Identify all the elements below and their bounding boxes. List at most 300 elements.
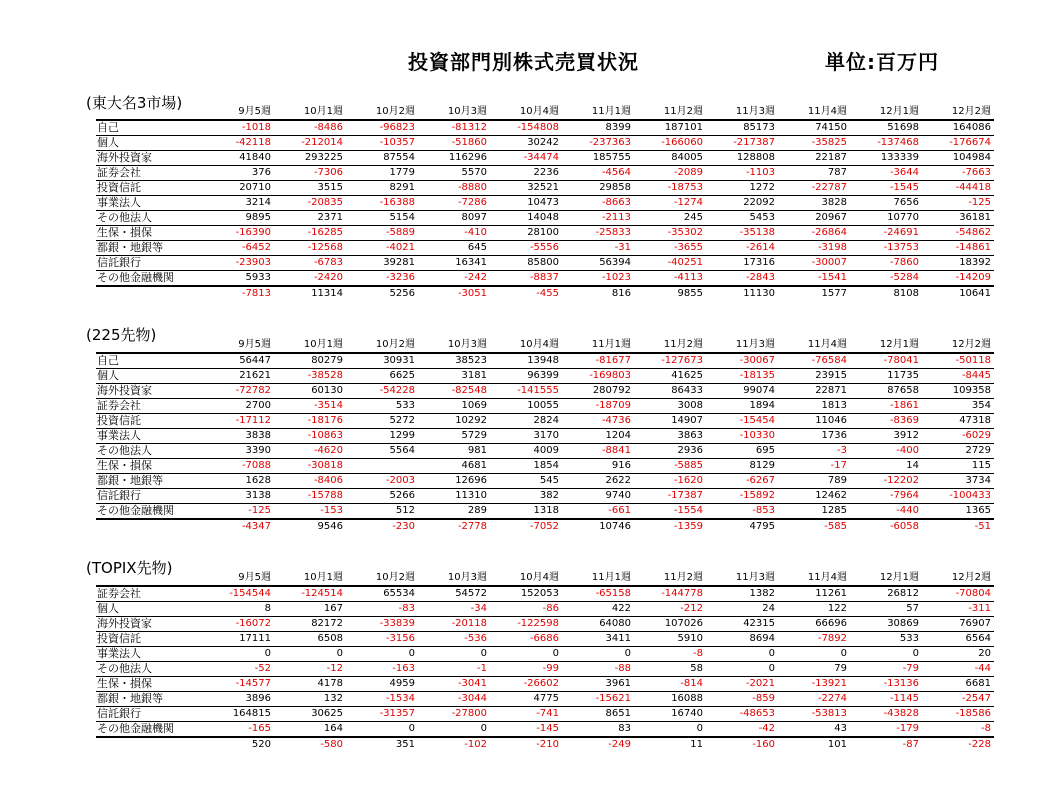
value-cell: -154544 bbox=[202, 586, 274, 602]
value-cell: 4775 bbox=[490, 692, 562, 707]
value-cell: 1813 bbox=[778, 399, 850, 414]
value-cell: -3514 bbox=[274, 399, 346, 414]
value-cell: -53813 bbox=[778, 707, 850, 722]
value-cell: -42 bbox=[706, 722, 778, 738]
value-cell: 167 bbox=[274, 602, 346, 617]
table-row bbox=[96, 211, 994, 226]
value-cell: 1365 bbox=[922, 504, 994, 520]
value-cell: 133339 bbox=[850, 151, 922, 166]
table-row bbox=[96, 504, 994, 520]
value-cell: -15454 bbox=[706, 414, 778, 429]
value-cell: 0 bbox=[706, 662, 778, 677]
value-cell: -2274 bbox=[778, 692, 850, 707]
value-cell: -7088 bbox=[202, 459, 274, 474]
total-row bbox=[96, 519, 994, 534]
value-cell: 5453 bbox=[706, 211, 778, 226]
row-label: 証券会社 bbox=[96, 586, 202, 602]
value-cell: -311 bbox=[922, 602, 994, 617]
value-cell: -2614 bbox=[706, 241, 778, 256]
value-cell: 14048 bbox=[490, 211, 562, 226]
value-cell: 21621 bbox=[202, 369, 274, 384]
table-row bbox=[96, 353, 994, 369]
value-cell: -14577 bbox=[202, 677, 274, 692]
value-cell: 7656 bbox=[850, 196, 922, 211]
table-row bbox=[96, 489, 994, 504]
value-cell: -8 bbox=[922, 722, 994, 738]
value-cell: -8880 bbox=[418, 181, 490, 196]
total-cell: 11 bbox=[690, 739, 703, 750]
value-cell: -30818 bbox=[274, 459, 346, 474]
section-title: (東大名3市場) bbox=[86, 94, 183, 112]
value-cell: -4564 bbox=[562, 166, 634, 181]
value-cell: 87658 bbox=[850, 384, 922, 399]
value-cell: 152053 bbox=[490, 586, 562, 602]
total-cell: -87 bbox=[902, 739, 919, 750]
value-cell: -2420 bbox=[274, 271, 346, 287]
value-cell: 2236 bbox=[490, 166, 562, 181]
value-cell: 64080 bbox=[562, 617, 634, 632]
total-cell: -7813 bbox=[241, 288, 271, 299]
value-cell: -163 bbox=[346, 662, 418, 677]
value-cell: 10770 bbox=[850, 211, 922, 226]
value-cell: 14907 bbox=[634, 414, 706, 429]
value-cell: -42118 bbox=[202, 136, 274, 151]
value-cell: -96823 bbox=[346, 120, 418, 136]
value-cell: -3236 bbox=[346, 271, 418, 287]
period-header: 10月3週 bbox=[447, 106, 487, 117]
value-cell: -6783 bbox=[274, 256, 346, 271]
total-cell: -230 bbox=[392, 521, 415, 532]
period-header: 12月1週 bbox=[879, 106, 919, 117]
value-cell: 981 bbox=[418, 444, 490, 459]
value-cell: 422 bbox=[562, 602, 634, 617]
value-cell: -153 bbox=[274, 504, 346, 520]
table-row bbox=[96, 256, 994, 271]
period-header: 11月4週 bbox=[807, 106, 847, 117]
table-row bbox=[96, 647, 994, 662]
value-cell: -8445 bbox=[922, 369, 994, 384]
total-cell: 4795 bbox=[749, 521, 775, 532]
value-cell: 41625 bbox=[634, 369, 706, 384]
period-header: 11月2週 bbox=[663, 106, 703, 117]
value-cell: 1628 bbox=[202, 474, 274, 489]
header-row bbox=[96, 338, 994, 353]
value-cell: 85173 bbox=[706, 120, 778, 136]
value-cell: 128808 bbox=[706, 151, 778, 166]
value-cell: 30242 bbox=[490, 136, 562, 151]
period-header: 12月1週 bbox=[879, 572, 919, 583]
value-cell: -13136 bbox=[850, 677, 922, 692]
value-cell: 16740 bbox=[634, 707, 706, 722]
value-cell: 6508 bbox=[274, 632, 346, 647]
table-row bbox=[96, 384, 994, 399]
value-cell: 87554 bbox=[346, 151, 418, 166]
value-cell: -2113 bbox=[562, 211, 634, 226]
value-cell: 3214 bbox=[202, 196, 274, 211]
table-row bbox=[96, 617, 994, 632]
value-cell: 187101 bbox=[634, 120, 706, 136]
value-cell: -35825 bbox=[778, 136, 850, 151]
value-cell: -859 bbox=[706, 692, 778, 707]
row-label: 信託銀行 bbox=[96, 489, 202, 504]
header-blank bbox=[96, 571, 202, 586]
value-cell: -2547 bbox=[922, 692, 994, 707]
value-cell: 66696 bbox=[778, 617, 850, 632]
value-cell: 8 bbox=[202, 602, 274, 617]
value-cell: -82548 bbox=[418, 384, 490, 399]
value-cell: -4113 bbox=[634, 271, 706, 287]
value-cell: 84005 bbox=[634, 151, 706, 166]
value-cell: -81312 bbox=[418, 120, 490, 136]
value-cell: -853 bbox=[706, 504, 778, 520]
value-cell: 1272 bbox=[706, 181, 778, 196]
value-cell: -76584 bbox=[778, 353, 850, 369]
table-row bbox=[96, 602, 994, 617]
section-title: (TOPIX先物) bbox=[86, 559, 173, 577]
total-cell: 816 bbox=[611, 288, 631, 299]
total-cell: -2778 bbox=[457, 521, 487, 532]
value-cell: 60130 bbox=[274, 384, 346, 399]
row-label: 自己 bbox=[96, 353, 202, 369]
value-cell: -24691 bbox=[850, 226, 922, 241]
value-cell: -35302 bbox=[634, 226, 706, 241]
table-row bbox=[96, 166, 994, 181]
table-row bbox=[96, 120, 994, 136]
value-cell: -22787 bbox=[778, 181, 850, 196]
value-cell: 545 bbox=[490, 474, 562, 489]
row-label: 個人 bbox=[96, 136, 202, 151]
value-cell: -7306 bbox=[274, 166, 346, 181]
period-header: 11月3週 bbox=[735, 106, 775, 117]
value-cell: 107026 bbox=[634, 617, 706, 632]
header-blank bbox=[96, 338, 202, 353]
total-cell: -210 bbox=[536, 739, 559, 750]
value-cell: -741 bbox=[490, 707, 562, 722]
section-title: (225先物) bbox=[86, 326, 157, 344]
header-blank bbox=[96, 105, 202, 120]
value-cell: 533 bbox=[346, 399, 418, 414]
period-header: 10月2週 bbox=[375, 339, 415, 350]
value-cell: -15892 bbox=[706, 489, 778, 504]
value-cell: 43 bbox=[778, 722, 850, 738]
value-cell: 39281 bbox=[346, 256, 418, 271]
value-cell: -20835 bbox=[274, 196, 346, 211]
value-cell: 42315 bbox=[706, 617, 778, 632]
value-cell: 293225 bbox=[274, 151, 346, 166]
value-cell: -165 bbox=[202, 722, 274, 738]
value-cell: -100433 bbox=[922, 489, 994, 504]
period-header: 11月4週 bbox=[807, 572, 847, 583]
value-cell: 18392 bbox=[922, 256, 994, 271]
value-cell: 789 bbox=[778, 474, 850, 489]
value-cell: 17316 bbox=[706, 256, 778, 271]
value-cell: 30869 bbox=[850, 617, 922, 632]
value-cell: -1018 bbox=[202, 120, 274, 136]
value-cell: -8369 bbox=[850, 414, 922, 429]
value-cell: -17387 bbox=[634, 489, 706, 504]
total-cell: 10746 bbox=[599, 521, 631, 532]
table-row bbox=[96, 151, 994, 166]
value-cell: -125 bbox=[922, 196, 994, 211]
row-label: 個人 bbox=[96, 602, 202, 617]
value-cell: 32521 bbox=[490, 181, 562, 196]
value-cell: 0 bbox=[706, 647, 778, 662]
row-label: 事業法人 bbox=[96, 647, 202, 662]
table-row bbox=[96, 677, 994, 692]
total-cell: -7052 bbox=[529, 521, 559, 532]
value-cell: 86433 bbox=[634, 384, 706, 399]
value-cell: 1779 bbox=[346, 166, 418, 181]
value-cell: -8406 bbox=[274, 474, 346, 489]
value-cell: 8291 bbox=[346, 181, 418, 196]
value-cell: -18176 bbox=[274, 414, 346, 429]
value-cell: -2089 bbox=[634, 166, 706, 181]
row-label: 都銀・地銀等 bbox=[96, 474, 202, 489]
total-row bbox=[96, 737, 994, 752]
value-cell: 20710 bbox=[202, 181, 274, 196]
value-cell: -12568 bbox=[274, 241, 346, 256]
value-cell: -3156 bbox=[346, 632, 418, 647]
row-label: 信託銀行 bbox=[96, 256, 202, 271]
value-cell: -51860 bbox=[418, 136, 490, 151]
value-cell: 82172 bbox=[274, 617, 346, 632]
value-cell: 1382 bbox=[706, 586, 778, 602]
value-cell: -3655 bbox=[634, 241, 706, 256]
table-row bbox=[96, 722, 994, 738]
value-cell: -212 bbox=[634, 602, 706, 617]
value-cell: -217387 bbox=[706, 136, 778, 151]
period-header: 12月1週 bbox=[879, 339, 919, 350]
row-label: 自己 bbox=[96, 120, 202, 136]
value-cell: -83 bbox=[346, 602, 418, 617]
value-cell: -40251 bbox=[634, 256, 706, 271]
value-cell: 3138 bbox=[202, 489, 274, 504]
table-row bbox=[96, 414, 994, 429]
total-cell: 520 bbox=[251, 739, 271, 750]
value-cell: 20 bbox=[922, 647, 994, 662]
table-row bbox=[96, 136, 994, 151]
value-cell: -1545 bbox=[850, 181, 922, 196]
value-cell: -6452 bbox=[202, 241, 274, 256]
value-cell: -20118 bbox=[418, 617, 490, 632]
value-cell: -5889 bbox=[346, 226, 418, 241]
value-cell: 164815 bbox=[202, 707, 274, 722]
table-row bbox=[96, 632, 994, 647]
value-cell: 85800 bbox=[490, 256, 562, 271]
value-cell: 2936 bbox=[634, 444, 706, 459]
value-cell: 6564 bbox=[922, 632, 994, 647]
value-cell: 354 bbox=[922, 399, 994, 414]
value-cell: 5564 bbox=[346, 444, 418, 459]
value-cell: 695 bbox=[706, 444, 778, 459]
value-cell: 5154 bbox=[346, 211, 418, 226]
period-header: 9月5週 bbox=[238, 572, 271, 583]
value-cell: -33839 bbox=[346, 617, 418, 632]
value-cell: 8651 bbox=[562, 707, 634, 722]
value-cell: -2021 bbox=[706, 677, 778, 692]
value-cell: 3838 bbox=[202, 429, 274, 444]
value-cell bbox=[346, 459, 418, 474]
value-cell: 10055 bbox=[490, 399, 562, 414]
value-cell: 185755 bbox=[562, 151, 634, 166]
value-cell: 0 bbox=[418, 647, 490, 662]
value-cell: -30067 bbox=[706, 353, 778, 369]
row-label: 事業法人 bbox=[96, 429, 202, 444]
period-header: 12月2週 bbox=[951, 339, 991, 350]
value-cell: 3734 bbox=[922, 474, 994, 489]
value-cell: -154808 bbox=[490, 120, 562, 136]
value-cell: 5570 bbox=[418, 166, 490, 181]
row-label: 生保・損保 bbox=[96, 226, 202, 241]
value-cell: 0 bbox=[634, 722, 706, 738]
total-cell: 351 bbox=[395, 739, 415, 750]
value-cell: -3 bbox=[778, 444, 850, 459]
value-cell: -18709 bbox=[562, 399, 634, 414]
table-row bbox=[96, 459, 994, 474]
value-cell: -536 bbox=[418, 632, 490, 647]
value-cell: -144778 bbox=[634, 586, 706, 602]
value-cell: 3961 bbox=[562, 677, 634, 692]
value-cell: -15621 bbox=[562, 692, 634, 707]
value-cell: 376 bbox=[202, 166, 274, 181]
total-cell: -1359 bbox=[673, 521, 703, 532]
period-header: 11月1週 bbox=[591, 339, 631, 350]
row-label: 個人 bbox=[96, 369, 202, 384]
value-cell: -440 bbox=[850, 504, 922, 520]
value-cell: 29858 bbox=[562, 181, 634, 196]
value-cell: -176674 bbox=[922, 136, 994, 151]
value-cell: 382 bbox=[490, 489, 562, 504]
value-cell: -1620 bbox=[634, 474, 706, 489]
value-cell: -16285 bbox=[274, 226, 346, 241]
value-cell: -18135 bbox=[706, 369, 778, 384]
total-cell: 5256 bbox=[389, 288, 415, 299]
value-cell: 16341 bbox=[418, 256, 490, 271]
value-cell: 533 bbox=[850, 632, 922, 647]
value-cell: -72782 bbox=[202, 384, 274, 399]
value-cell: -212014 bbox=[274, 136, 346, 151]
total-cell: -6058 bbox=[889, 521, 919, 532]
period-header: 10月3週 bbox=[447, 572, 487, 583]
value-cell: -18586 bbox=[922, 707, 994, 722]
value-cell: 11046 bbox=[778, 414, 850, 429]
value-cell: -166060 bbox=[634, 136, 706, 151]
value-cell: 96399 bbox=[490, 369, 562, 384]
value-cell: 13948 bbox=[490, 353, 562, 369]
value-cell: 14 bbox=[850, 459, 922, 474]
value-cell: 1318 bbox=[490, 504, 562, 520]
value-cell: -86 bbox=[490, 602, 562, 617]
value-cell: 22187 bbox=[778, 151, 850, 166]
table-row bbox=[96, 474, 994, 489]
value-cell: 41840 bbox=[202, 151, 274, 166]
value-cell: 24 bbox=[706, 602, 778, 617]
period-header: 10月2週 bbox=[375, 572, 415, 583]
value-cell: -16072 bbox=[202, 617, 274, 632]
period-header: 12月2週 bbox=[951, 572, 991, 583]
value-cell: 30625 bbox=[274, 707, 346, 722]
value-cell: -15788 bbox=[274, 489, 346, 504]
value-cell: 3896 bbox=[202, 692, 274, 707]
value-cell: 8399 bbox=[562, 120, 634, 136]
row-label: 証券会社 bbox=[96, 399, 202, 414]
value-cell: 65534 bbox=[346, 586, 418, 602]
value-cell: -127673 bbox=[634, 353, 706, 369]
total-cell: 9855 bbox=[677, 288, 703, 299]
value-cell: 74150 bbox=[778, 120, 850, 136]
row-label: 海外投資家 bbox=[96, 617, 202, 632]
value-cell: -1861 bbox=[850, 399, 922, 414]
period-header: 10月3週 bbox=[447, 339, 487, 350]
value-cell: 22871 bbox=[778, 384, 850, 399]
value-cell: -13921 bbox=[778, 677, 850, 692]
value-cell: 2700 bbox=[202, 399, 274, 414]
total-cell: 9546 bbox=[317, 521, 343, 532]
value-cell: -8 bbox=[634, 647, 706, 662]
row-label: 生保・損保 bbox=[96, 459, 202, 474]
table-row bbox=[96, 241, 994, 256]
period-header: 10月1週 bbox=[303, 339, 343, 350]
table-row bbox=[96, 369, 994, 384]
value-cell: 787 bbox=[778, 166, 850, 181]
value-cell: 3008 bbox=[634, 399, 706, 414]
value-cell: 164 bbox=[274, 722, 346, 738]
value-cell: -12 bbox=[274, 662, 346, 677]
value-cell: 8129 bbox=[706, 459, 778, 474]
row-label: その他法人 bbox=[96, 211, 202, 226]
value-cell: 164086 bbox=[922, 120, 994, 136]
value-cell: 0 bbox=[490, 647, 562, 662]
value-cell: 4178 bbox=[274, 677, 346, 692]
value-cell: 8097 bbox=[418, 211, 490, 226]
value-cell: 5272 bbox=[346, 414, 418, 429]
header-row bbox=[96, 571, 994, 586]
total-cell: -249 bbox=[608, 739, 631, 750]
value-cell: -14209 bbox=[922, 271, 994, 287]
data-table bbox=[96, 571, 994, 752]
value-cell: 4009 bbox=[490, 444, 562, 459]
row-label: その他金融機関 bbox=[96, 722, 202, 738]
value-cell: 109358 bbox=[922, 384, 994, 399]
value-cell: 5910 bbox=[634, 632, 706, 647]
value-cell: 51698 bbox=[850, 120, 922, 136]
value-cell: -124514 bbox=[274, 586, 346, 602]
value-cell: 5933 bbox=[202, 271, 274, 287]
total-cell: -102 bbox=[464, 739, 487, 750]
value-cell: -27800 bbox=[418, 707, 490, 722]
total-cell: 8108 bbox=[893, 288, 919, 299]
value-cell: 83 bbox=[562, 722, 634, 738]
value-cell: 3912 bbox=[850, 429, 922, 444]
row-label: その他金融機関 bbox=[96, 271, 202, 287]
value-cell: 6681 bbox=[922, 677, 994, 692]
value-cell: 54572 bbox=[418, 586, 490, 602]
value-cell: -125 bbox=[202, 504, 274, 520]
value-cell: 10292 bbox=[418, 414, 490, 429]
value-cell: 30931 bbox=[346, 353, 418, 369]
value-cell: -43828 bbox=[850, 707, 922, 722]
value-cell: -814 bbox=[634, 677, 706, 692]
value-cell: 12696 bbox=[418, 474, 490, 489]
value-cell: -7964 bbox=[850, 489, 922, 504]
value-cell: -7286 bbox=[418, 196, 490, 211]
value-cell: -65158 bbox=[562, 586, 634, 602]
period-header: 10月2週 bbox=[375, 106, 415, 117]
period-header: 12月2週 bbox=[951, 106, 991, 117]
value-cell: 1894 bbox=[706, 399, 778, 414]
value-cell: 0 bbox=[346, 722, 418, 738]
value-cell: 2824 bbox=[490, 414, 562, 429]
